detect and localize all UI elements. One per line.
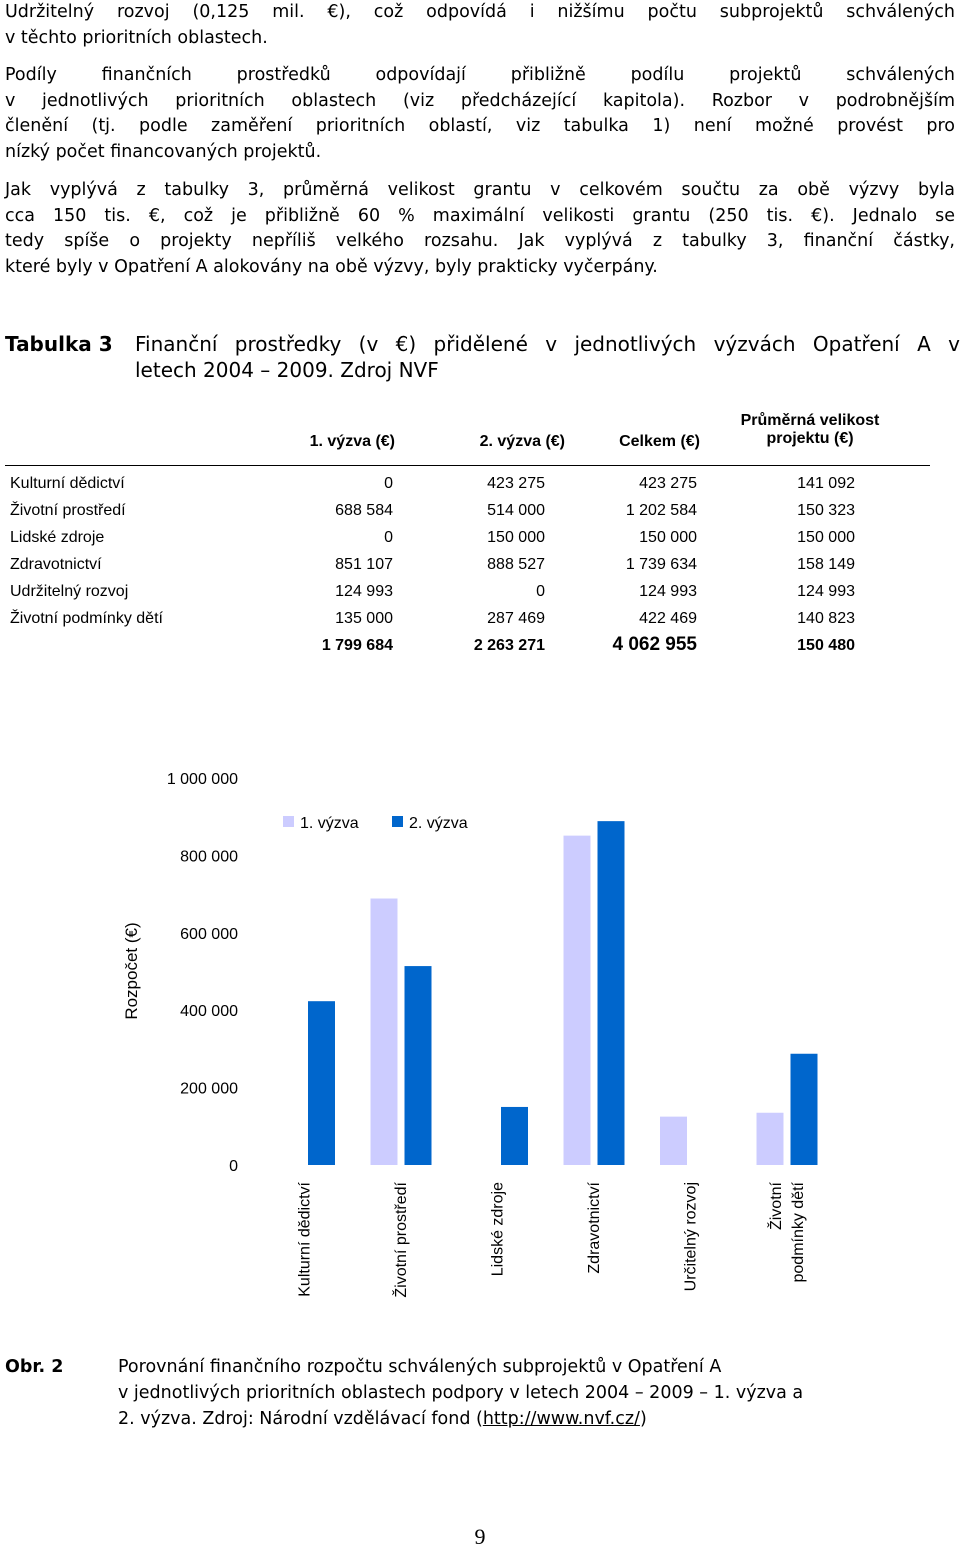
table-cell-call1: 688 584 (335, 502, 393, 519)
table-caption-label: Tabulka 3 (5, 332, 113, 356)
table-cell-area: Kulturní dědictví (10, 475, 125, 492)
text-line: Podíly finančních prostředků odpovídají přibližně podílu projektů schválených (5, 65, 955, 85)
table-cell-average-total: 150 480 (797, 637, 855, 654)
table-cell-total: 1 202 584 (625, 502, 697, 519)
text-line: v těchto prioritních oblastech. (5, 27, 268, 48)
x-category-label: Určitelný rozvoj (682, 1182, 700, 1292)
table-cell-call1-total: 1 799 684 (321, 637, 393, 654)
figure-caption-close: ) (639, 1409, 647, 1429)
table-cell-call1: 851 107 (335, 556, 393, 573)
table-header-call1: 1. výzva (€) (309, 433, 395, 450)
bar-call1 (371, 899, 398, 1165)
table-row-total (5, 634, 930, 663)
table-cell-area: Zdravotnictví (10, 556, 102, 573)
text-line: které byly v Opatření A alokovány na obě výzvy, byly prakticky vyčerpány. (5, 256, 658, 277)
text-line: cca 150 tis. €, což je přibližně 60 % maximální velikosti grantu (250 tis. €). Jednalo se (5, 205, 955, 226)
table-header-average (720, 412, 900, 448)
table-cell-average: 140 823 (797, 610, 855, 627)
text-line: Udržitelný rozvoj (0,125 mil. €), což odpovídá i nižšímu počtu subprojektů schválených (5, 2, 955, 22)
figure-caption-label: Obr. 2 (5, 1357, 64, 1377)
table-row (5, 556, 930, 582)
table-cell-call2: 0 (536, 583, 545, 600)
text-line: nízký počet financovaných projektů. (5, 141, 322, 162)
paragraph-intro-2 (5, 63, 955, 165)
table-header-average-line: Průměrná velikost (740, 412, 880, 429)
x-category-label: Životní prostředí (392, 1182, 410, 1298)
table-row (5, 610, 930, 636)
table-header-total: Celkem (€) (619, 433, 700, 450)
table-cell-call2: 287 469 (487, 610, 545, 627)
legend-swatch (283, 816, 294, 827)
text-line: tedy spíše o projekty nepříliš velkého rozsahu. Jak vyplývá z tabulky 3, finanční částky, (5, 231, 955, 251)
table-cell-area: Lidské zdroje (10, 529, 105, 546)
text-line: členění (tj. podle zaměření prioritních oblastí, viz tabulka 1) není možné provést pro (5, 116, 955, 136)
bar-call2 (308, 1001, 335, 1165)
table-cell-average: 158 149 (797, 556, 855, 573)
table-cell-call2: 423 275 (487, 475, 545, 492)
table-header-call2: 2. výzva (€) (479, 433, 565, 450)
table-cell-call2: 150 000 (487, 529, 545, 546)
text-line: v jednotlivých prioritních oblastech (viz předcházející kapitola). Rozbor v podrobnějším (5, 90, 955, 111)
table-cell-average: 124 993 (797, 583, 855, 600)
y-axis-label: Rozpočet (€) (122, 922, 141, 1020)
table-row (5, 529, 930, 555)
x-category-label: podmínky dětí (789, 1182, 807, 1283)
table-cell-call1: 135 000 (335, 610, 393, 627)
table-caption (5, 331, 960, 387)
figure-caption-line: v jednotlivých prioritních oblastech podpory v letech 2004 – 2009 – 1. výzva a (118, 1383, 804, 1403)
bar-call1 (564, 836, 591, 1165)
table-row (5, 583, 930, 609)
table-caption-line: Finanční prostředky (v €) přidělené v jednotlivých výzvách Opatření A v (135, 332, 960, 356)
table-cell-average: 150 323 (797, 502, 855, 519)
table-cell-total: 150 000 (639, 529, 697, 546)
y-tick-label: 600 000 (180, 925, 238, 943)
bar-call2 (791, 1054, 818, 1165)
table-cell-total: 124 993 (639, 583, 697, 600)
nvf-link[interactable]: http://www.nvf.cz/ (482, 1409, 640, 1429)
table-cell-total: 422 469 (639, 610, 697, 627)
bar-call1 (757, 1113, 784, 1165)
table-header-average-line: projektu (€) (766, 430, 854, 447)
table-cell-area: Udržitelný rozvoj (10, 583, 129, 600)
paragraph-intro-3 (5, 178, 955, 280)
bar-call1 (660, 1117, 687, 1165)
chart-svg (0, 760, 960, 1320)
budget-bar-chart (0, 760, 960, 1320)
table-caption-text (135, 331, 960, 383)
table-caption-line: letech 2004 – 2009. Zdroj NVF (135, 358, 439, 382)
table-cell-call1: 124 993 (335, 583, 393, 600)
y-tick-label: 0 (229, 1158, 238, 1175)
figure-caption-line: Porovnání finančního rozpočtu schválených subprojektů v Opatření A (118, 1357, 722, 1377)
figure-caption-source: 2. výzva. Zdroj: Národní vzdělávací fond ( (118, 1409, 483, 1429)
text-line: Jak vyplývá z tabulky 3, průměrná velikost grantu v celkovém součtu za obě výzvy byla (5, 180, 955, 200)
table-cell-total: 1 739 634 (625, 556, 697, 573)
bar-call2 (405, 966, 432, 1165)
paragraph-intro-1 (5, 0, 955, 51)
table-cell-call1: 0 (384, 529, 393, 546)
y-tick-label: 800 000 (180, 848, 238, 866)
table-row (5, 475, 930, 501)
bar-call2 (598, 821, 625, 1165)
table-cell-average: 141 092 (797, 475, 855, 492)
y-tick-label: 200 000 (180, 1080, 238, 1098)
table-cell-call2: 888 527 (487, 556, 545, 573)
table-cell-call2: 514 000 (487, 502, 545, 519)
figure-caption-text (118, 1354, 955, 1432)
legend-label: 2. výzva (409, 815, 468, 832)
y-tick-label: 1 000 000 (166, 771, 238, 788)
table-cell-call1: 0 (384, 475, 393, 492)
table-header-rule (5, 465, 930, 466)
table-cell-area: Životní prostředí (10, 502, 126, 519)
table-cell-grand-total: 4 062 955 (612, 634, 697, 655)
y-tick-label: 400 000 (180, 1003, 238, 1021)
legend-label: 1. výzva (300, 815, 359, 832)
bar-call2 (501, 1107, 528, 1165)
x-category-label: Zdravotnictví (585, 1182, 603, 1274)
table-row (5, 502, 930, 528)
page-number: 9 (474, 1524, 486, 1549)
table-cell-call2-total: 2 263 271 (473, 637, 545, 654)
x-category-label: Lidské zdroje (489, 1182, 507, 1277)
figure-caption-line (118, 1406, 955, 1432)
legend-swatch (392, 816, 403, 827)
table-cell-total: 423 275 (639, 475, 697, 492)
x-category-label: Životní (767, 1182, 785, 1231)
table-cell-average: 150 000 (797, 529, 855, 546)
x-category-label: Kulturní dědictví (296, 1182, 314, 1297)
table-cell-area: Životní podmínky dětí (10, 610, 163, 627)
